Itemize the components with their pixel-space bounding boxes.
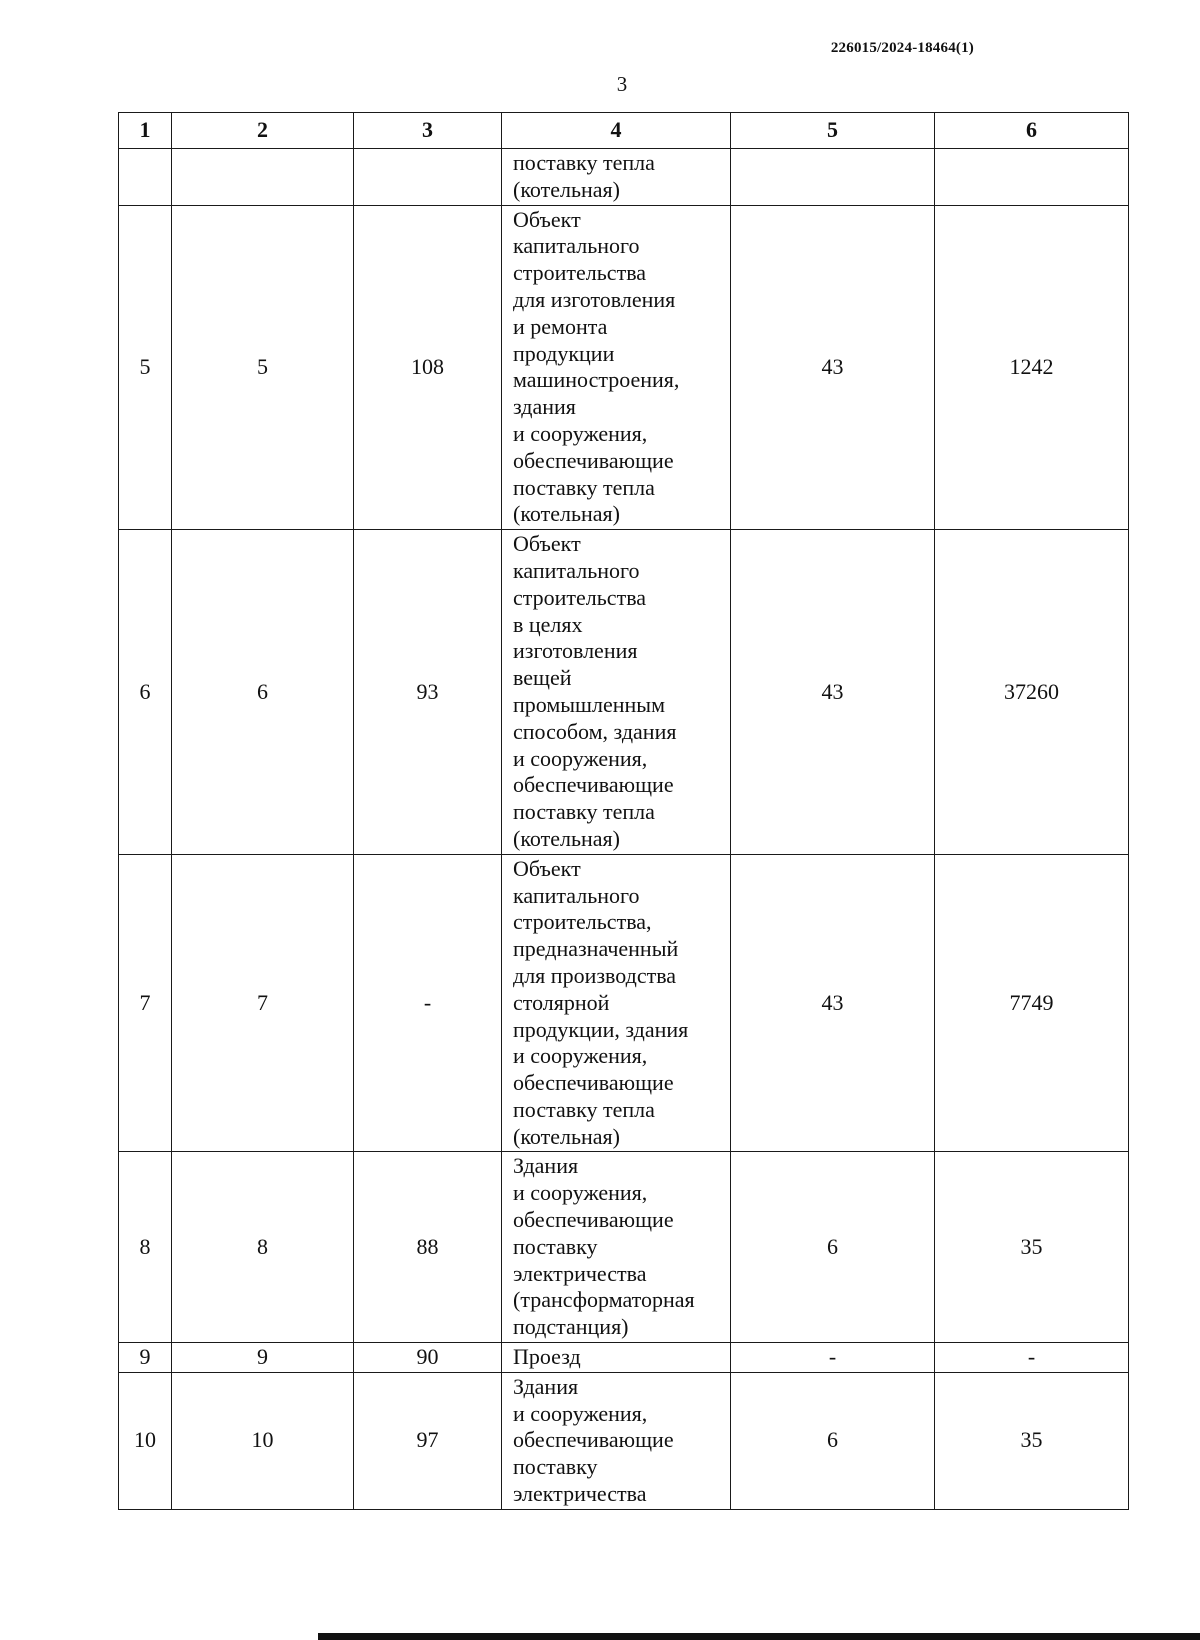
cell-lot: 8: [172, 1152, 354, 1343]
cell-value-6: 7749: [935, 854, 1129, 1152]
cell-lot: 5: [172, 205, 354, 530]
cell-code: 90: [354, 1343, 502, 1373]
cell-description: Объект капитального строительства, предназначенный для производства столярной продукции, здания и сооружения, обеспечивающие поставку тепла (котельная): [502, 854, 731, 1152]
table-row: [119, 530, 1129, 855]
cell-lot: 10: [172, 1372, 354, 1509]
table-row: [119, 1152, 1129, 1343]
cell-description: Здания и сооружения, обеспечивающие поставку электричества: [502, 1372, 731, 1509]
cell-value-5: 43: [731, 854, 935, 1152]
page-number: 3: [616, 72, 628, 96]
cell-number: 6: [119, 530, 172, 855]
cell-description: поставку тепла (котельная): [502, 149, 731, 206]
cell-value-6: 1242: [935, 205, 1129, 530]
table-row: [119, 205, 1129, 530]
cell-lot: 9: [172, 1343, 354, 1373]
cell-code: [354, 149, 502, 206]
table-row: [119, 149, 1129, 206]
cell-description: Объект капитального строительства в целях изготовления вещей промышленным способом, здания и сооружения, обеспечивающие поставку тепла (котельная): [502, 530, 731, 855]
cell-value-5: 43: [731, 205, 935, 530]
cell-lot: 6: [172, 530, 354, 855]
data-table: [118, 112, 1129, 1510]
cell-code: 93: [354, 530, 502, 855]
table-row: [119, 1343, 1129, 1373]
cell-value-6: [935, 149, 1129, 206]
cell-description: Объект капитального строительства для изготовления и ремонта продукции машиностроения, здания и сооружения, обеспечивающие поставку тепла (котельная): [502, 205, 731, 530]
column-header: 4: [502, 113, 731, 149]
cell-description: Проезд: [502, 1343, 731, 1373]
column-header: 5: [731, 113, 935, 149]
cell-code: -: [354, 854, 502, 1152]
column-header: 2: [172, 113, 354, 149]
document-number: 226015/2024-18464(1): [830, 40, 974, 56]
column-header: 1: [119, 113, 172, 149]
cell-value-5: 43: [731, 530, 935, 855]
cell-value-6: 37260: [935, 530, 1129, 855]
cell-description: Здания и сооружения, обеспечивающие поставку электричества (трансформаторная подстанция): [502, 1152, 731, 1343]
cell-value-6: 35: [935, 1372, 1129, 1509]
cell-number: [119, 149, 172, 206]
cell-number: 9: [119, 1343, 172, 1373]
cell-number: 8: [119, 1152, 172, 1343]
cell-value-6: 35: [935, 1152, 1129, 1343]
cell-number: 10: [119, 1372, 172, 1509]
cell-value-6: -: [935, 1343, 1129, 1373]
cell-number: 7: [119, 854, 172, 1152]
scan-edge-bar: [318, 1633, 1200, 1640]
column-header: 6: [935, 113, 1129, 149]
cell-value-5: -: [731, 1343, 935, 1373]
cell-value-5: 6: [731, 1372, 935, 1509]
cell-lot: [172, 149, 354, 206]
cell-value-5: [731, 149, 935, 206]
table-row: [119, 854, 1129, 1152]
cell-value-5: 6: [731, 1152, 935, 1343]
cell-code: 108: [354, 205, 502, 530]
cell-number: 5: [119, 205, 172, 530]
cell-code: 88: [354, 1152, 502, 1343]
table-header-row: [119, 113, 1129, 149]
table-row: [119, 1372, 1129, 1509]
cell-code: 97: [354, 1372, 502, 1509]
cell-lot: 7: [172, 854, 354, 1152]
column-header: 3: [354, 113, 502, 149]
